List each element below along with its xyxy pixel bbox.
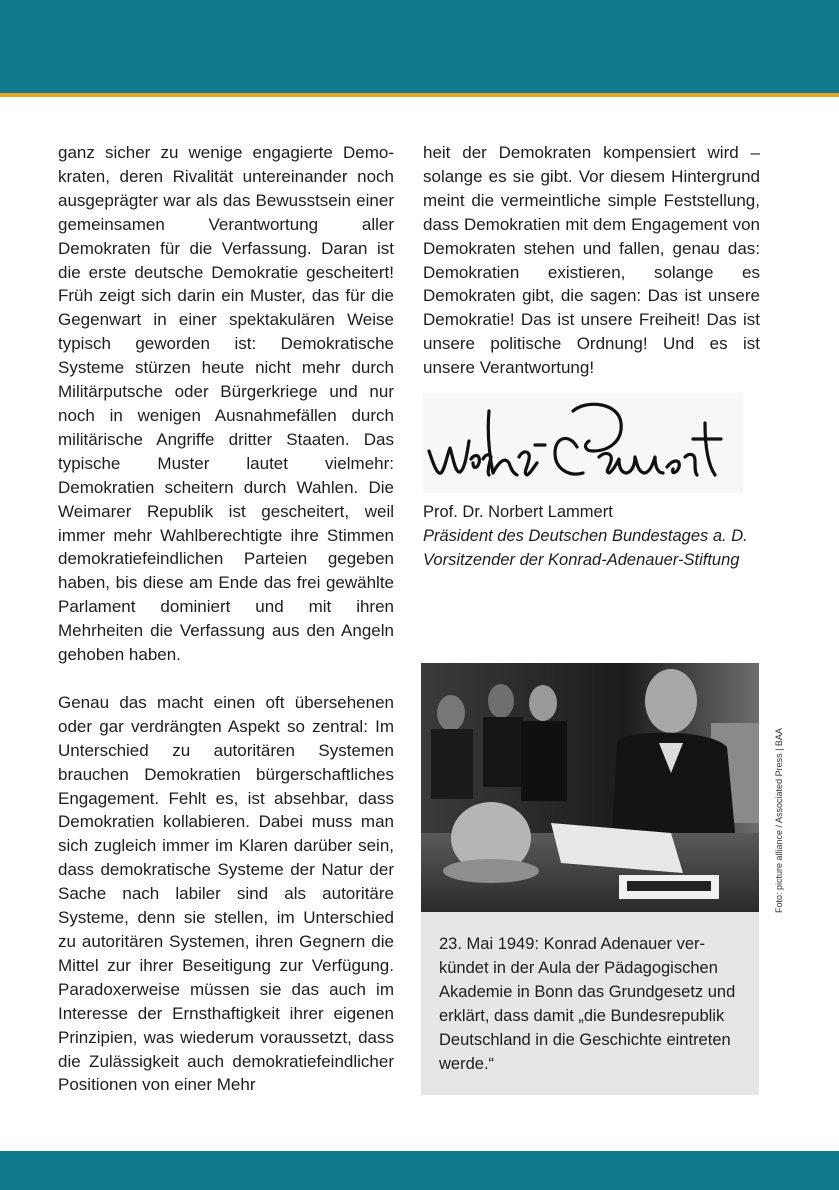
signature-block xyxy=(423,500,760,572)
right-text-column xyxy=(423,141,760,380)
photo-caption-box xyxy=(421,912,759,1095)
author-name: Prof. Dr. Norbert Lammert xyxy=(423,503,613,521)
photo-caption: 23. Mai 1949: Konrad Adenauer verkündet in der Aula der Pädagogischen Akademie in Bonn das Grundgesetz und erklärt, dass damit „die Bundesrepublik Deutschland in die Geschichte eintreten werde.“ xyxy=(439,935,736,1073)
author-role-2: Vorsitzender der Konrad-Adenauer-Stiftung xyxy=(423,551,740,569)
handwritten-signature xyxy=(423,393,743,493)
body-paragraph-2: Genau das macht einen oft übersehenen oder gar verdrängten Aspekt so zentral: Im Unterschied zu autoritären Systemen brauchen Demokratien bürgerschaftliches Engagement. Fehlt es, ist absehbar, dass Demokratien kollabieren. Dabei muss man sich zugleich immer im Klaren darüber sein, dass demokratische Systeme der Natur der Sache nach labiler sind als autoritäre Systeme, denn sie stellen, im Unterschied zu autoritären Systemen, ihren Gegnern die Mittel zur ihrer Beseitigung zur Verfügung. Paradoxerweise müssen sie das auch im Interesse der Ernsthaftigkeit ihrer eigenen Prinzipien, was wiederum voraussetzt, dass die Zulässigkeit auch demokratiefeindlicher Positionen von einer Mehr xyxy=(58,692,394,1095)
header-band xyxy=(0,0,839,93)
header-accent-rule xyxy=(0,93,839,97)
historic-photo xyxy=(421,663,759,912)
photo-credit-text: Foto: picture alliance / Associated Press | BAA xyxy=(774,728,784,913)
left-text-column xyxy=(58,141,394,1097)
photo-credit xyxy=(773,663,787,913)
footer-band xyxy=(0,1151,839,1190)
body-paragraph-3: heit der Demokraten kompensiert wird – solange es sie gibt. Vor diesem Hintergrund meint die vermeintliche simple Feststellung, dass Demokratien mit dem Engagement von Demokraten stehen und fallen, genau das: Demokratien existieren, solange es Demokraten gibt, die sagen: Das ist unsere Demokratie! Das ist unsere Freiheit! Das ist unsere politische Ordnung! Und es ist unsere Verantwortung! xyxy=(423,143,760,378)
body-paragraph-1: ganz sicher zu wenige engagierte Demokraten, deren Rivalität untereinander noch ausgeprägter war als das Bewusstsein einer gemeinsamen Verantwortung aller Demokraten für die Verfassung. Daran ist die erste deutsche Demokratie gescheitert! Früh zeigt sich darin ein Muster, das für die Gegenwart in einer spektakulären Weise typisch geworden ist: Demokratische Systeme stürzen heute nicht mehr durch Militärputsche oder Bürgerkriege und nur noch in wenigen Ausnahmefällen durch militärische Angriffe dritter Staaten. Das typische Muster lautet vielmehr: Demokratien scheitern durch Wahlen. Die Weimarer Republik ist gescheitert, weil immer mehr Wahlberechtigte ihre Stimmen demokratiefeindlichen Parteien gegeben haben, bis diese am Ende das frei gewählte Parlament dominiert und mit ihren Mehrheiten die Verfassung aus den Angeln gehoben haben. xyxy=(58,143,394,665)
author-role-1: Präsident des Deutschen Bundestages a. D. xyxy=(423,527,748,545)
